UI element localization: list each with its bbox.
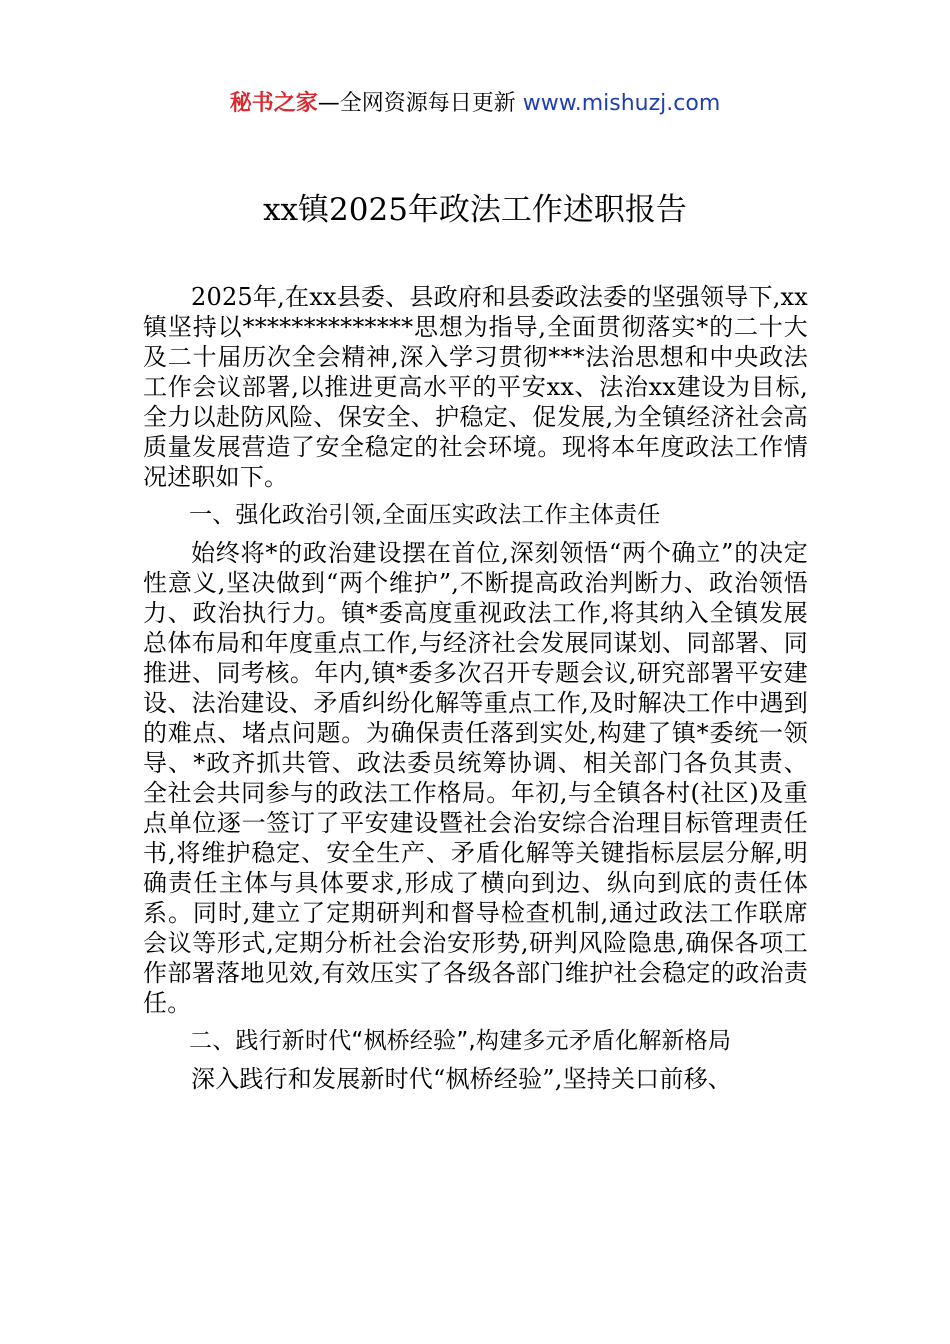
section-1-paragraph: 始终将*的政治建设摆在首位,深刻领悟“两个确立”的决定性意义,坚决做到“两个维护”,不断提高政治判断力、政治领悟力、政治执行力。镇*委高度重视政法工作,将其纳入全镇发展总体布局和年度重点工作,与经济社会发展同谋划、同部署、同推进、同考核。年内,镇*委多次召开专题会议,研究部署平安建设、法治建设、矛盾纠纷化解等重点工作,及时解决工作中遇到的难点、堵点问题。为确保责任落到实处,构建了镇*委统一领导、*政齐抓共管、政法委员统筹协调、相关部门各负其责、全社会共同参与的政法工作格局。年初,与全镇各村(社区)及重点单位逐一签订了平安建设暨社会治安综合治理目标管理责任书,将维护稳定、安全生产、矛盾化解等关键指标层层分解,明确责任主体与具体要求,形成了横向到边、纵向到底的责任体系。同时,建立了定期研判和督导检查机制,通过政法工作联席会议等形式,定期分析社会治安形势,研判风险隐患,确保各项工作部署落地见效,有效压实了各级各部门维护社会稳定的政治责任。 [143,539,808,1017]
section-heading-2: 二、践行新时代“枫桥经验”,构建多元矛盾化解新格局 [189,1028,732,1054]
document-title: xx镇2025年政法工作述职报告 [263,192,687,228]
document-body [143,282,808,1102]
site-url-link[interactable]: www.mishuzj.com [522,91,721,116]
site-brand: 秘书之家 [229,91,318,116]
site-header-banner [0,88,950,120]
section-heading-1: 一、强化政治引领,全面压实政法工作主体责任 [189,502,661,528]
site-tagline: —全网资源每日更新 [317,91,523,116]
section-2-paragraph: 深入践行和发展新时代“枫桥经验”,坚持关口前移、 [191,1065,732,1093]
intro-paragraph: 2025年,在xx县委、县政府和县委政法委的坚强领导下,xx镇坚持以**************思想为指导,全面贯彻落实*的二十大及二十届历次全会精神,深入学习贯彻***法治思想和中央政法工作会议部署,以推进更高水平的平安xx、法治xx建设为目标,全力以赴防风险、保安全、护稳定、促发展,为全镇经济社会高质量发展营造了安全稳定的社会环境。现将本年度政法工作情况述职如下。 [143,283,808,491]
